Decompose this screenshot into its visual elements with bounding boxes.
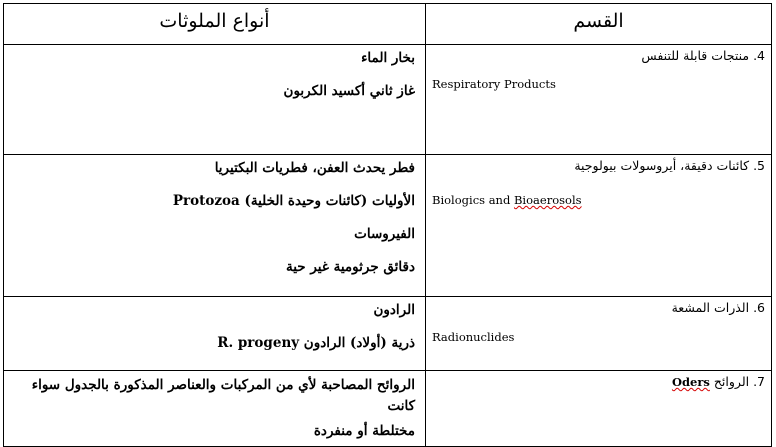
table-row bbox=[4, 371, 772, 447]
type-item: الرادون bbox=[373, 302, 415, 318]
category-cell bbox=[426, 371, 772, 447]
category-english bbox=[432, 193, 582, 207]
table-row bbox=[4, 45, 772, 155]
type-item: ذرية (أولاد) الرادون R. progeny bbox=[217, 335, 415, 351]
type-item: الأوليات (كائنات وحيدة الخلية) Protozoa bbox=[172, 193, 415, 209]
pollutants-table bbox=[3, 3, 772, 447]
category-arabic-prefix: 7. الروائح bbox=[713, 374, 765, 389]
category-arabic: 4. منتجات قابلة للتنفس bbox=[641, 48, 765, 63]
type-item: بخار الماء bbox=[361, 50, 415, 66]
category-arabic: 5. كائنات دقيقة، أيروسولات بيولوجية bbox=[574, 158, 765, 173]
type-item: فطر يحدث العفن، فطريات البكتيريا bbox=[214, 160, 415, 176]
table-row bbox=[4, 155, 772, 297]
header-types: أنواع الملوثات bbox=[4, 4, 426, 45]
type-item: الفيروسات bbox=[354, 226, 415, 242]
type-item: الروائح المصاحبة لأي من المركبات والعناصر المذكورة بالجدول سواء كانت bbox=[31, 377, 415, 414]
type-item: دقائق جرثومية غير حية bbox=[285, 259, 415, 275]
types-cell bbox=[4, 155, 426, 297]
types-cell bbox=[4, 371, 426, 447]
category-arabic: 6. الذرات المشعة bbox=[671, 300, 765, 315]
category-english-part: Biologics and bbox=[432, 193, 514, 207]
category-english: Radionuclides bbox=[432, 330, 515, 344]
header-category: القسم bbox=[426, 4, 772, 45]
spellcheck-word: Oders bbox=[671, 375, 710, 389]
table-header-row bbox=[4, 4, 772, 45]
types-cell bbox=[4, 45, 426, 155]
type-item: غاز ثاني أكسيد الكربون bbox=[283, 83, 415, 99]
category-english: Respiratory Products bbox=[432, 77, 556, 91]
category-cell bbox=[426, 297, 772, 371]
category-arabic bbox=[672, 374, 765, 389]
category-cell bbox=[426, 155, 772, 297]
type-item: مختلطة أو منفردة bbox=[313, 423, 415, 439]
types-cell bbox=[4, 297, 426, 371]
category-cell bbox=[426, 45, 772, 155]
spellcheck-word: Bioaerosols bbox=[513, 193, 582, 207]
table-row bbox=[4, 297, 772, 371]
